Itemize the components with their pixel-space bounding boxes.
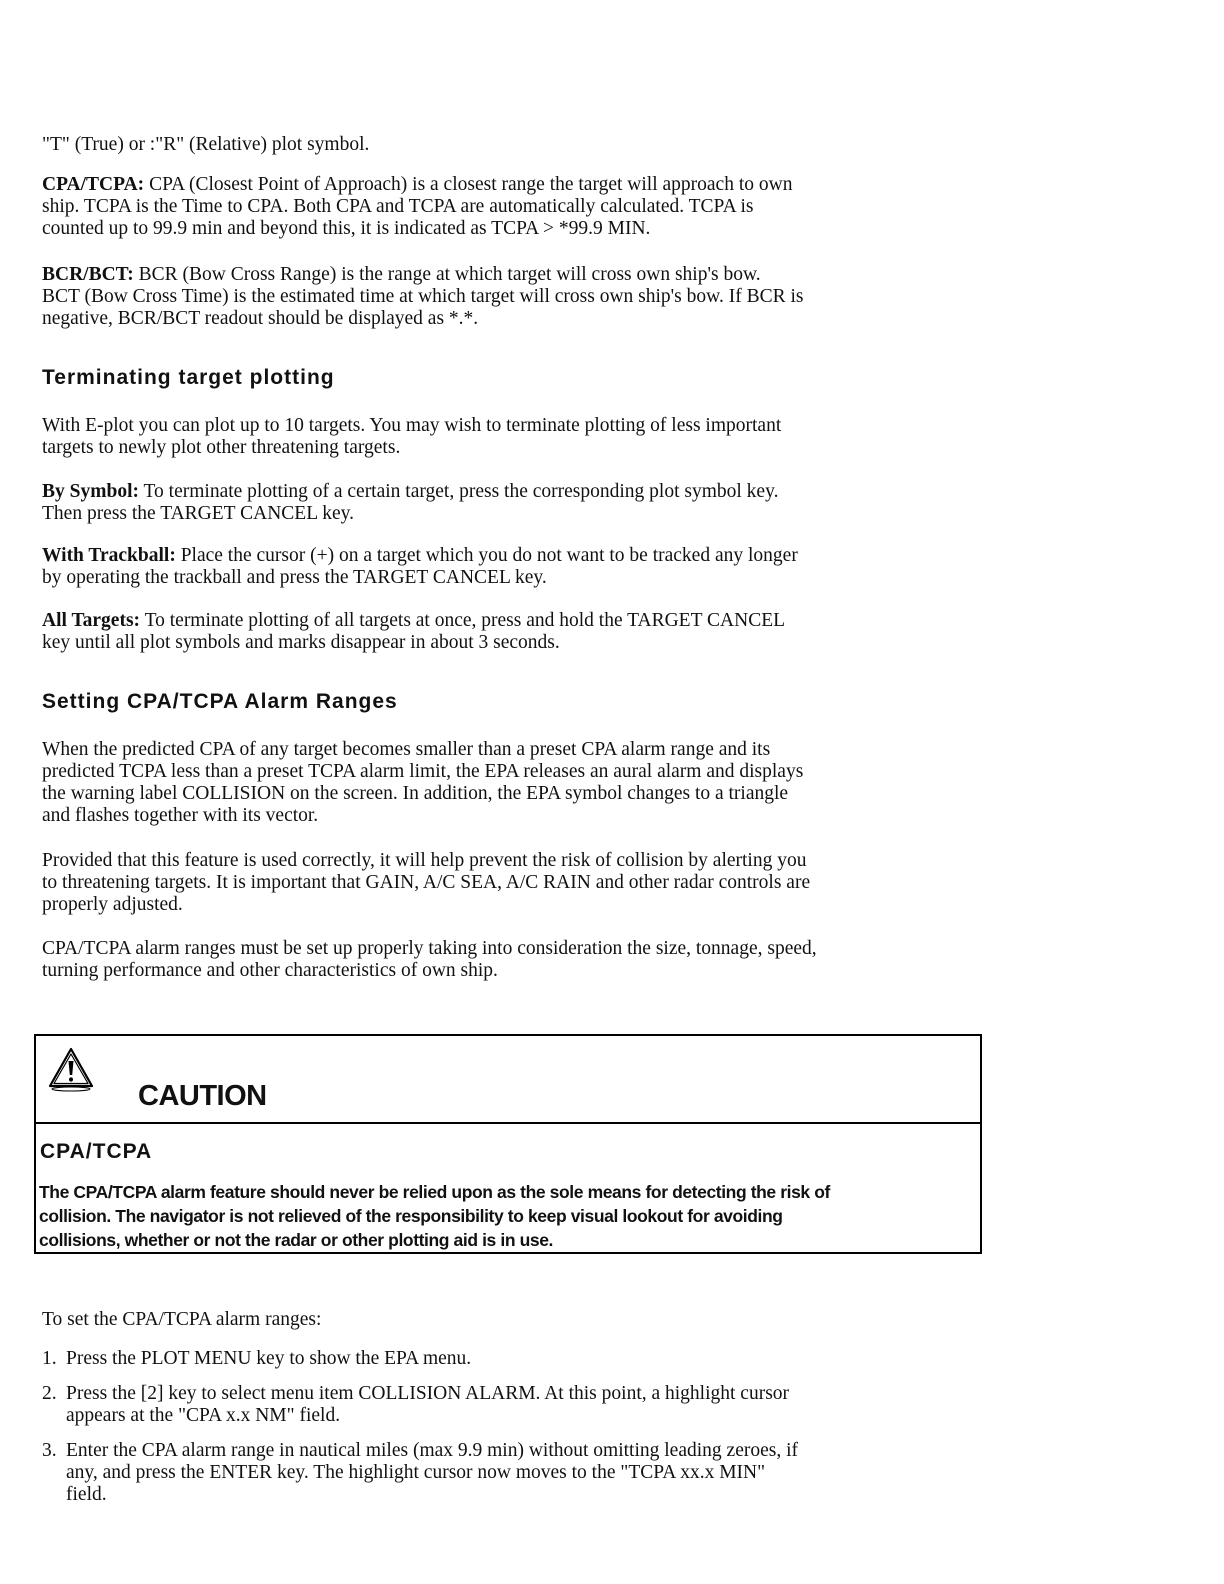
caution-header [36, 1036, 980, 1124]
step-line: Press the PLOT MENU key to show the EPA menu. [66, 1348, 472, 1369]
by-symbol-term: By Symbol: [42, 481, 139, 502]
with-trackball-paragraph [42, 545, 982, 589]
all-targets-term: All Targets: [42, 610, 141, 631]
bcr-bct-line: BCT (Bow Cross Time) is the estimated time at which target will cross own ship's bow. If BCR is [42, 286, 804, 307]
caution-subtitle: CPA/TCPA [40, 1140, 153, 1163]
step-item [42, 1383, 982, 1427]
bcr-bct-term: BCR/BCT: [42, 264, 134, 285]
with-trackball-line: by operating the trackball and press the TARGET CANCEL key. [42, 567, 547, 588]
alarm-p1-line: When the predicted CPA of any target becomes smaller than a preset CPA alarm range and its [42, 739, 771, 760]
terminating-intro-line: With E-plot you can plot up to 10 targets. You may wish to terminate plotting of less important [42, 415, 782, 436]
by-symbol-line: Then press the TARGET CANCEL key. [42, 503, 355, 524]
caution-box [34, 1034, 982, 1254]
alarm-p2-line: to threatening targets. It is important that GAIN, A/C SEA, A/C RAIN and other radar controls are [42, 872, 811, 893]
with-trackball-line: Place the cursor (+) on a target which you do not want to be tracked any longer [175, 545, 798, 566]
terminating-intro-line: targets to newly plot other threatening targets. [42, 437, 401, 458]
step-line: Press the [2] key to select menu item COLLISION ALARM. At this point, a highlight cursor [66, 1383, 790, 1404]
cpa-tcpa-line: counted up to 99.9 min and beyond this, it is indicated as TCPA > *99.9 MIN. [42, 218, 651, 239]
bcr-bct-line: negative, BCR/BCT readout should be displayed as *.*. [42, 308, 479, 329]
cpa-tcpa-line: ship. TCPA is the Time to CPA. Both CPA and TCPA are automatically calculated. TCPA is [42, 196, 754, 217]
caution-text [39, 1180, 983, 1252]
all-targets-paragraph [42, 610, 982, 654]
all-targets-line: To terminate plotting of all targets at once, press and hold the TARGET CANCEL [140, 610, 786, 631]
cpa-tcpa-definition [42, 174, 982, 240]
alarm-p2-line: properly adjusted. [42, 894, 183, 915]
terminating-heading: Terminating target plotting [42, 366, 335, 389]
step-line: field. [66, 1484, 107, 1505]
with-trackball-term: With Trackball: [42, 545, 176, 566]
alarm-paragraph-2 [42, 850, 982, 916]
step-line: Enter the CPA alarm range in nautical miles (max 9.9 min) without omitting leading zeroes, if [66, 1440, 798, 1461]
alarm-p1-line: the warning label COLLISION on the screen. In addition, the EPA symbol changes to a triangle [42, 783, 789, 804]
warning-triangle-icon [46, 1046, 96, 1092]
step-number: 3. [42, 1440, 57, 1461]
cpa-tcpa-term: CPA/TCPA: [42, 174, 145, 195]
caution-line: collision. The navigator is not relieved of the responsibility to keep visual lookout for avoiding [39, 1206, 783, 1226]
step-number: 2. [42, 1383, 57, 1404]
bcr-bct-line: BCR (Bow Cross Range) is the range at which target will cross own ship's bow. [133, 264, 761, 285]
cpa-tcpa-line: CPA (Closest Point of Approach) is a closest range the target will approach to own [144, 174, 793, 195]
alarm-paragraph-3 [42, 938, 982, 982]
step-line: any, and press the ENTER key. The highlight cursor now moves to the "TCPA xx.x MIN" [66, 1462, 766, 1483]
bcr-bct-definition [42, 264, 982, 330]
terminating-intro [42, 415, 982, 459]
steps-intro: To set the CPA/TCPA alarm ranges: [42, 1309, 322, 1330]
steps-list [42, 1348, 982, 1506]
caution-title: CAUTION [138, 1080, 267, 1112]
alarm-p3-line: CPA/TCPA alarm ranges must be set up properly taking into consideration the size, tonnage, speed, [42, 938, 817, 959]
alarm-p3-line: turning performance and other characteristics of own ship. [42, 960, 498, 981]
alarm-p2-line: Provided that this feature is used correctly, it will help prevent the risk of collision by alerting you [42, 850, 807, 871]
alarm-heading: Setting CPA/TCPA Alarm Ranges [42, 690, 398, 713]
by-symbol-line: To terminate plotting of a certain target, press the corresponding plot symbol key. [138, 481, 779, 502]
step-line: appears at the "CPA x.x NM" field. [66, 1405, 341, 1426]
alarm-p1-line: predicted TCPA less than a preset TCPA alarm limit, the EPA releases an aural alarm and displays [42, 761, 804, 782]
alarm-paragraph-1 [42, 739, 982, 827]
caution-line: The CPA/TCPA alarm feature should never be relied upon as the sole means for detecting the risk of [39, 1182, 830, 1202]
alarm-p1-line: and flashes together with its vector. [42, 805, 319, 826]
all-targets-line: key until all plot symbols and marks disappear in about 3 seconds. [42, 632, 560, 653]
step-item [42, 1348, 982, 1370]
by-symbol-paragraph [42, 481, 982, 525]
step-number: 1. [42, 1348, 57, 1369]
intro-line: "T" (True) or :"R" (Relative) plot symbol. [42, 134, 370, 155]
caution-line: collisions, whether or not the radar or other plotting aid is in use. [39, 1230, 553, 1250]
step-item [42, 1440, 982, 1506]
